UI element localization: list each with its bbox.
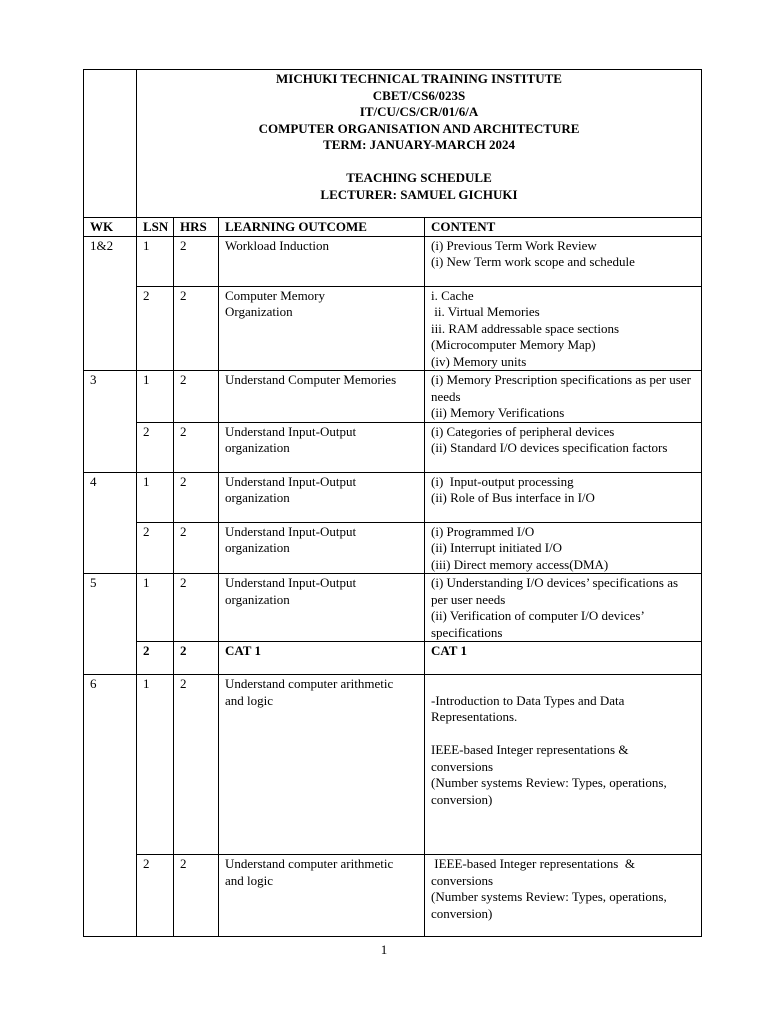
content-cell	[425, 422, 702, 472]
content-cell	[425, 371, 702, 423]
title-row	[84, 70, 702, 218]
content-line: iii. RAM addressable space sections	[431, 320, 620, 336]
table-row	[84, 472, 702, 522]
course-code-2: IT/CU/CS/CR/01/6/A	[359, 104, 479, 119]
content-line: (Number systems Review: Types, operations, conversion)	[431, 889, 667, 921]
content-cell	[425, 855, 702, 937]
content-line: ii. Virtual Memories	[431, 304, 540, 319]
content-line: (i) Understanding I/O devices’ specifications as per user needs	[431, 575, 679, 607]
table-row	[84, 522, 702, 574]
hours-cell: 2	[174, 522, 219, 574]
content-line: i. Cache	[431, 287, 474, 303]
table-row	[84, 675, 702, 855]
lesson-cell: 2	[137, 286, 174, 371]
outcome-cell	[219, 855, 425, 937]
lecturer: LECTURER: SAMUEL GICHUKI	[320, 186, 518, 202]
table-row	[84, 286, 702, 371]
lesson-cell: 2	[137, 422, 174, 472]
hours-cell: 2	[174, 422, 219, 472]
content-line: (i) Previous Term Work Review	[431, 237, 597, 253]
content-line: (i) Programmed I/O	[431, 523, 535, 539]
content-line: IEEE-based Integer representations & conversions	[431, 856, 639, 888]
hours-cell: 2	[174, 675, 219, 855]
table-row	[84, 236, 702, 286]
title-block	[137, 70, 702, 218]
outcome-cell: CAT 1	[219, 642, 425, 675]
outcome-text: Understand computer arithmetic and logic	[225, 856, 394, 888]
outcome-text: Understand computer arithmetic and logic	[225, 676, 394, 708]
content-line: (ii) Verification of computer I/O devices’ specifications	[431, 608, 644, 640]
week-cell: 3	[84, 371, 137, 473]
outcome-text: Understand Input-Output organization	[225, 473, 357, 505]
content-line: (i) New Term work scope and schedule	[431, 254, 635, 269]
content-line: (iv) Memory units	[431, 353, 527, 369]
course-code-1: CBET/CS6/023S	[372, 87, 466, 103]
content-cell	[425, 522, 702, 574]
content-line: (ii) Interrupt initiated I/O	[431, 540, 563, 555]
content-cell	[425, 574, 702, 642]
lesson-cell: 1	[137, 675, 174, 855]
lesson-cell: 1	[137, 574, 174, 642]
content-line: (iii) Direct memory access(DMA)	[431, 556, 609, 572]
outcome-cell	[219, 422, 425, 472]
hours-cell: 2	[174, 472, 219, 522]
title-blank-cell	[84, 70, 137, 218]
page-number: 1	[380, 942, 388, 957]
outcome-cell: Understand Computer Memories	[219, 371, 425, 423]
content-line: (ii) Role of Bus interface in I/O	[431, 490, 595, 505]
institute-name: MICHUKI TECHNICAL TRAINING INSTITUTE	[276, 71, 562, 86]
outcome-cell	[219, 574, 425, 642]
hours-cell: 2	[174, 642, 219, 675]
outcome-text: Understand Input-Output organization	[225, 423, 357, 455]
lesson-cell: 1	[137, 236, 174, 286]
col-content: CONTENT	[425, 218, 702, 237]
table-row	[84, 371, 702, 423]
content-cell	[425, 236, 702, 286]
outcome-cell	[219, 472, 425, 522]
outcome-text: Understand Input-Output organization	[225, 575, 357, 607]
content-cell	[425, 675, 702, 855]
table-row	[84, 422, 702, 472]
content-line: (Number systems Review: Types, operations, conversion)	[431, 775, 667, 807]
content-cell	[425, 286, 702, 371]
content-cell	[425, 472, 702, 522]
content-line: (i) Categories of peripheral devices	[431, 423, 615, 439]
lesson-cell: 1	[137, 472, 174, 522]
hours-cell: 2	[174, 574, 219, 642]
hours-cell: 2	[174, 286, 219, 371]
term: TERM: JANUARY-MARCH 2024	[323, 137, 515, 152]
table-row-cat	[84, 642, 702, 675]
col-wk: WK	[84, 218, 137, 237]
week-cell: 6	[84, 675, 137, 937]
content-line: (ii) Memory Verifications	[431, 405, 565, 420]
lesson-cell: 1	[137, 371, 174, 423]
lesson-cell: 2	[137, 642, 174, 675]
hours-cell: 2	[174, 236, 219, 286]
outcome-cell: Workload Induction	[219, 236, 425, 286]
week-cell: 1&2	[84, 236, 137, 371]
course-title: COMPUTER ORGANISATION AND ARCHITECTURE	[258, 120, 580, 136]
week-cell: 5	[84, 574, 137, 675]
col-outcome: LEARNING OUTCOME	[219, 218, 425, 237]
teaching-schedule-table	[83, 69, 702, 937]
table-row	[84, 574, 702, 642]
table-row	[84, 855, 702, 937]
content-cell	[425, 642, 702, 675]
content-line: (i) Input-output processing	[431, 473, 574, 489]
outcome-cell	[219, 522, 425, 574]
outcome-cell	[219, 286, 425, 371]
hours-cell: 2	[174, 855, 219, 937]
col-lsn: LSN	[137, 218, 174, 237]
content-line: (ii) Standard I/O devices specification factors	[431, 440, 668, 455]
outcome-text: Understand Input-Output organization	[225, 523, 357, 555]
outcome-cell	[219, 675, 425, 855]
outcome-text: Computer Memory Organization	[225, 287, 326, 319]
hours-cell: 2	[174, 371, 219, 423]
content-line: -Introduction to Data Types and Data Representations.	[431, 692, 625, 724]
column-header-row	[84, 218, 702, 237]
content-line: (Microcomputer Memory Map)	[431, 337, 596, 352]
lesson-cell: 2	[137, 522, 174, 574]
week-cell: 4	[84, 472, 137, 574]
schedule-title: TEACHING SCHEDULE	[346, 170, 492, 185]
content-line: IEEE-based Integer representations & conversions	[431, 742, 629, 774]
content-line: CAT 1	[431, 643, 467, 658]
lesson-cell: 2	[137, 855, 174, 937]
col-hrs: HRS	[174, 218, 219, 237]
content-line: (i) Memory Prescription specifications as per user needs	[431, 372, 691, 404]
